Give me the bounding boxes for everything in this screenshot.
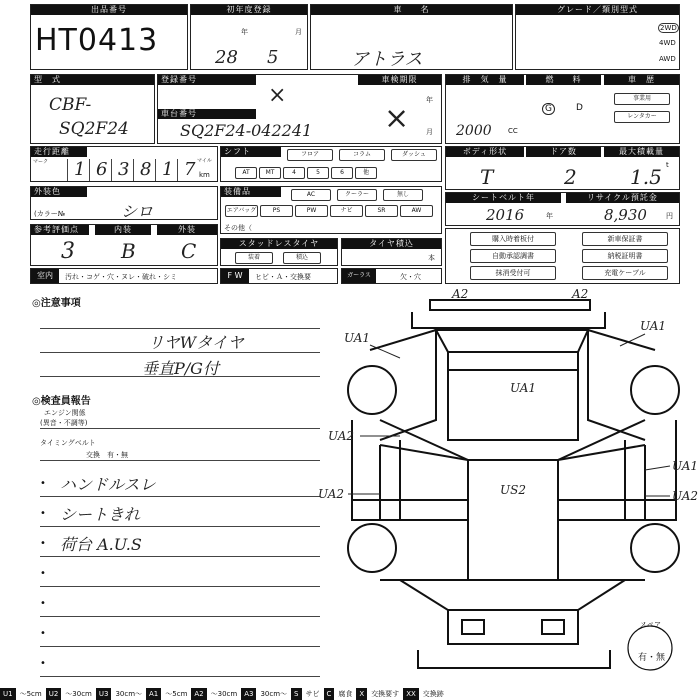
report-bullet: • xyxy=(40,478,46,489)
notes-line2: 垂直P/G付 xyxy=(142,359,219,378)
report-bullet: • xyxy=(40,568,46,579)
equipment-option: PS xyxy=(260,205,293,217)
drive-2wd: 2WD xyxy=(660,24,677,32)
first-reg-box: 初年度登録 年 月 28 5 xyxy=(190,4,308,70)
doors-label: ドア数 xyxy=(526,147,601,157)
model-line2: SQ2F24 xyxy=(59,119,129,139)
score-interior: B xyxy=(121,239,136,263)
report-line xyxy=(40,586,320,587)
report-line xyxy=(40,676,320,677)
report-bullet: • xyxy=(40,598,46,609)
color-value: シロ xyxy=(121,202,154,221)
report-bullet: • xyxy=(40,658,46,669)
svg-text:UA2: UA2 xyxy=(318,487,345,501)
equipment-option: ナビ xyxy=(330,205,363,217)
fw-row: F W ヒビ・Ａ・交換要 xyxy=(220,268,338,284)
car-name-label: 車 名 xyxy=(311,5,512,15)
mileage-digit: 7 xyxy=(177,159,195,181)
capacity-label: 最大積載量 xyxy=(604,147,679,157)
spare-value: 有・無 xyxy=(638,653,666,663)
body-type-value: T xyxy=(480,165,494,189)
recycle-value: 8,930 xyxy=(604,206,647,224)
equipment-option: エアバッグ xyxy=(225,205,258,217)
lot-label: 出品番号 xyxy=(31,5,187,15)
shift-option: 4 xyxy=(283,167,305,179)
report-line xyxy=(40,556,320,557)
notes-label: ◎注意事項 xyxy=(32,298,81,309)
legend-key: A2 xyxy=(191,688,206,700)
score-exterior: C xyxy=(181,239,197,263)
svg-text:UA1: UA1 xyxy=(510,381,537,395)
history-label: 車 歴 xyxy=(604,75,679,85)
lot-number: HT0413 xyxy=(35,23,159,58)
equipment-option: PW xyxy=(295,205,328,217)
car-name-value: アトラス xyxy=(351,49,423,70)
inspection-value: × xyxy=(384,101,410,136)
studless-label: スタッドレスタイヤ xyxy=(221,239,337,249)
interior-label: 内装 xyxy=(95,225,151,235)
document-item: 抹消受付可 xyxy=(470,266,556,280)
seatbelt-box: シートベルト年 リサイクル預託金 2016 年 8,930 円 xyxy=(445,192,680,226)
notes-line1: リヤWタイヤ xyxy=(148,333,244,352)
report-line xyxy=(40,646,320,647)
shift-option: コラム xyxy=(339,149,385,161)
mileage-digit: 1 xyxy=(155,159,173,181)
model-line1: CBF- xyxy=(49,95,92,115)
reg-box: 登録番号 × 車台番号 SQ2F24-042241 車検期限 年 月 × xyxy=(157,74,442,144)
model-box xyxy=(30,74,155,144)
svg-text:UA2: UA2 xyxy=(328,429,355,443)
drive-awd: AWD xyxy=(659,55,676,63)
docs-box xyxy=(445,228,680,284)
fuel-d: D xyxy=(576,103,583,113)
equipment-option: AC xyxy=(291,189,331,201)
shift-option: 他 xyxy=(355,167,377,179)
history-business: 事業用 xyxy=(614,93,670,105)
drive-4wd: 4WD xyxy=(659,39,676,47)
shift-option: MT xyxy=(259,167,281,179)
lot-box xyxy=(30,4,188,70)
legend-key: C xyxy=(324,688,335,700)
capacity-value: 1.5 xyxy=(630,165,662,189)
mileage-digit: 8 xyxy=(133,159,151,181)
tire-load-label: タイヤ積込 xyxy=(342,239,441,249)
car-name-box xyxy=(310,4,513,70)
report-bullet: • xyxy=(40,508,46,519)
mileage-digit: 1 xyxy=(67,159,85,181)
equipment-option: 無し xyxy=(383,189,423,201)
equipment-option: クーラー xyxy=(337,189,377,201)
inspection-label: 車検期限 xyxy=(358,75,441,85)
report-line xyxy=(40,526,320,527)
color-box: 外装色 (カラー№ シロ xyxy=(30,186,218,220)
equipment-box: 装備品 AC クーラー 無し エアバッグ PS PW ナビ SR AW その他（ xyxy=(220,186,442,234)
legend-key: A1 xyxy=(146,688,161,700)
report-item: シートきれ xyxy=(60,505,141,524)
seatbelt-value: 2016 xyxy=(486,206,525,224)
color-label: 外装色 xyxy=(31,187,87,197)
mileage-label: 走行距離 xyxy=(31,147,87,157)
report-item: 荷台 A.U.S xyxy=(60,535,142,554)
first-reg-month: 5 xyxy=(267,47,279,68)
grade-label: グレード／類別型式 xyxy=(516,5,679,15)
document-item: 新車保証書 xyxy=(582,232,668,246)
reg-label: 登録番号 xyxy=(158,75,256,85)
displacement-label: 排 気 量 xyxy=(446,75,524,85)
shift-option: 5 xyxy=(307,167,329,179)
document-item: 購入時着板付 xyxy=(470,232,556,246)
svg-text:A2: A2 xyxy=(452,287,469,301)
seatbelt-label: シートベルト年 xyxy=(446,193,561,203)
reg-value: × xyxy=(268,83,287,108)
legend-value: 交換要す xyxy=(371,690,400,698)
svg-text:UA1: UA1 xyxy=(672,459,699,473)
first-reg-year: 28 xyxy=(215,47,238,68)
legend-key: U3 xyxy=(96,688,112,700)
mileage-digit: 3 xyxy=(111,159,129,181)
displacement-value: 2000 xyxy=(456,123,492,139)
body-box: ボディ形状 ドア数 最大積載量 T 2 1.5 t xyxy=(445,146,680,190)
model-label: 型 式 xyxy=(31,75,154,85)
legend-key: XX xyxy=(403,688,419,700)
chassis-label: 車台番号 xyxy=(158,109,256,119)
history-rental: レンタカー xyxy=(614,111,670,123)
score-overall: 3 xyxy=(61,239,75,264)
studless-box: スタッドレスタイヤ 装着 積込 xyxy=(220,238,338,266)
scores-box xyxy=(30,224,218,266)
document-item: 自動承認調書 xyxy=(470,249,556,263)
shift-option: 6 xyxy=(331,167,353,179)
shift-box xyxy=(220,146,442,182)
document-item: 充電ケーブル xyxy=(582,266,668,280)
legend-value: 30cm～ xyxy=(115,690,143,698)
svg-text:UA2: UA2 xyxy=(672,489,699,503)
mileage-box: 走行距離 マーク マイル km 1 6 3 8 1 7 xyxy=(30,146,218,182)
legend-value: 交換跡 xyxy=(422,690,444,698)
shift-option: ダッシュ xyxy=(391,149,437,161)
svg-text:UA1: UA1 xyxy=(344,331,371,345)
spare-label: スペア xyxy=(640,621,661,629)
glass-row: ガーラス 欠・穴 xyxy=(341,268,442,284)
svg-text:A2: A2 xyxy=(572,287,589,301)
equipment-option: SR xyxy=(365,205,398,217)
report-item: ハンドルスレ xyxy=(60,475,156,494)
interior-row: 室内 汚れ・コゲ・穴・ヌレ・破れ・シミ xyxy=(30,268,218,284)
shift-option: AT xyxy=(235,167,257,179)
report-line xyxy=(40,616,320,617)
mileage-digit: 6 xyxy=(89,159,107,181)
shift-option: フロア xyxy=(287,149,333,161)
report-line xyxy=(40,496,320,497)
chassis-value: SQ2F24-042241 xyxy=(180,121,313,140)
spec-box: 排 気 量 燃 料 車 歴 2000 CC G D 事業用 レンタカー xyxy=(445,74,680,144)
legend-key: A3 xyxy=(241,688,256,700)
exterior-label: 外装 xyxy=(157,225,217,235)
legend-key: X xyxy=(356,688,367,700)
doors-value: 2 xyxy=(564,165,577,189)
equipment-option: AW xyxy=(400,205,433,217)
first-reg-label: 初年度登録 xyxy=(191,5,307,15)
legend-value: ～30cm xyxy=(65,690,92,698)
legend-value: ～30cm xyxy=(210,690,238,698)
report-bullet: • xyxy=(40,538,46,549)
equipment-label: 装備品 xyxy=(221,187,281,197)
grade-box xyxy=(515,4,680,70)
report-bullet: • xyxy=(40,628,46,639)
fuel-label: 燃 料 xyxy=(526,75,601,85)
shift-label: シフト xyxy=(221,147,281,157)
legend-value: ～5cm xyxy=(165,690,188,698)
tire-load-box: タイヤ積込 本 xyxy=(341,238,442,266)
legend-key: U2 xyxy=(46,688,62,700)
svg-text:US2: US2 xyxy=(500,483,526,497)
body-type-label: ボディ形状 xyxy=(446,147,524,157)
inspector-label: ◎検査員報告 xyxy=(32,396,91,407)
legend-value: 腐食 xyxy=(338,690,353,698)
damage-legend xyxy=(0,688,700,700)
svg-text:UA1: UA1 xyxy=(640,319,667,333)
legend-key: S xyxy=(291,688,301,700)
legend-value: 30cm～ xyxy=(260,690,288,698)
fuel-g: G xyxy=(542,103,555,115)
legend-value: ～5cm xyxy=(19,690,42,698)
legend-value: サビ xyxy=(305,690,320,698)
legend-key: U1 xyxy=(0,688,16,700)
document-item: 納税証明書 xyxy=(582,249,668,263)
scores-label: 参考評価点 xyxy=(31,225,89,235)
recycle-label: リサイクル預託金 xyxy=(566,193,679,203)
